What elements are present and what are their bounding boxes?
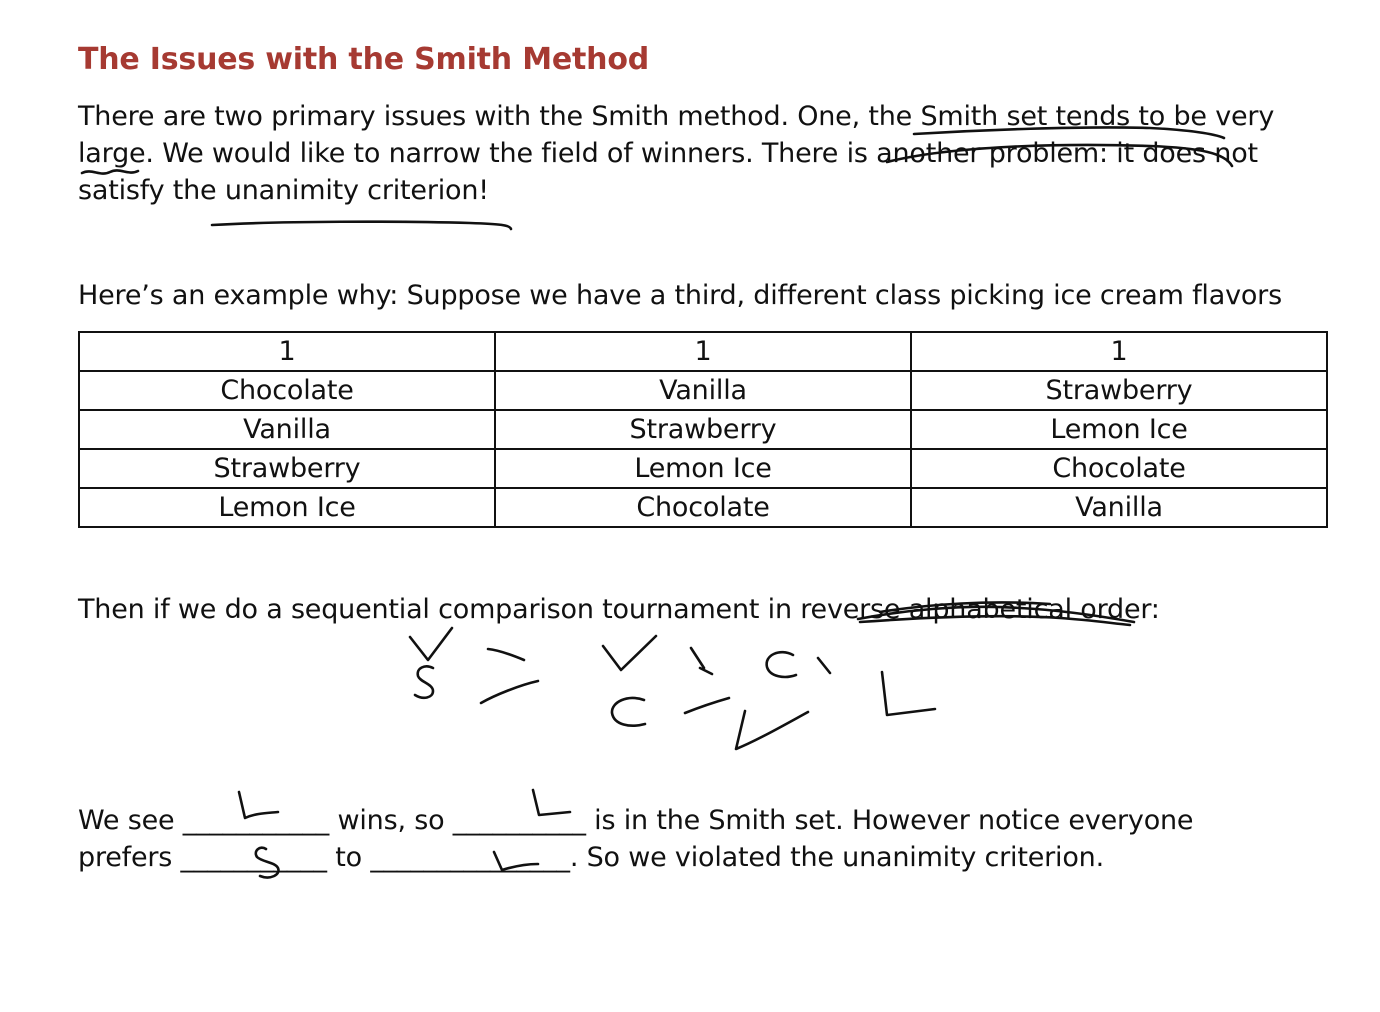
text-span: to: [326, 842, 371, 873]
handwritten-mark: [818, 658, 830, 673]
handwritten-C: [767, 652, 796, 677]
voter-count-cell: 1: [911, 332, 1327, 371]
table-cell: Strawberry: [911, 371, 1327, 410]
table-row: [79, 371, 1327, 410]
underline-unanimity: [212, 222, 511, 229]
text-span: wins, so: [329, 805, 453, 836]
table-cell: Chocolate: [495, 488, 911, 527]
table-cell: Vanilla: [495, 371, 911, 410]
intro-line-3: satisfy the unanimity criterion!: [78, 175, 489, 206]
handwritten-L: [736, 711, 808, 749]
handwritten-V: [410, 628, 452, 660]
handwritten-V-2: [603, 636, 656, 670]
handwritten-arrow: [685, 698, 729, 713]
text-span: . So we violated the unanimity criterion.: [569, 842, 1104, 873]
intro-line-1: There are two primary issues with the Smith method. One, the Smith set tends to be very: [78, 101, 1275, 132]
answer-blank-3: ___________: [180, 842, 327, 873]
tournament-paragraph: Then if we do a sequential comparison tournament in reverse alphabetical order:: [78, 594, 1160, 625]
answer-blank-2: __________: [452, 805, 586, 836]
table-cell: Vanilla: [79, 410, 495, 449]
text-span: We see: [78, 805, 183, 836]
handwritten-L-2: [882, 672, 935, 715]
preference-table: [78, 331, 1328, 528]
table-cell: Chocolate: [79, 371, 495, 410]
table-cell: Chocolate: [911, 449, 1327, 488]
table-header-row: [79, 332, 1327, 371]
handwritten-mark: [691, 648, 712, 674]
table-cell: Strawberry: [79, 449, 495, 488]
answer-blank-4: _______________: [370, 842, 570, 873]
handwritten-slash: [481, 681, 538, 703]
handwritten-S: [415, 666, 433, 697]
voter-count-cell: 1: [79, 332, 495, 371]
table-row: [79, 410, 1327, 449]
table-cell: Lemon Ice: [911, 410, 1327, 449]
intro-paragraph: [78, 98, 1274, 209]
conclusion-line-1: [78, 802, 1193, 839]
page-title: The Issues with the Smith Method: [78, 42, 649, 77]
table-cell: Strawberry: [495, 410, 911, 449]
voter-count-cell: 1: [495, 332, 911, 371]
example-paragraph: Here’s an example why: Suppose we have a third, different class picking ice cream flavors: [78, 280, 1282, 311]
table-row: [79, 488, 1327, 527]
intro-line-2: large. We would like to narrow the field of winners. There is another problem: it does not: [78, 138, 1258, 169]
text-span: prefers: [78, 842, 181, 873]
text-span: is in the Smith set. However notice everyone: [585, 805, 1194, 836]
handwritten-C-2: [612, 698, 645, 726]
table-cell: Lemon Ice: [79, 488, 495, 527]
conclusion-paragraph: [78, 802, 1193, 876]
table-row: [79, 449, 1327, 488]
handwritten-mark: [488, 649, 524, 660]
table-cell: Vanilla: [911, 488, 1327, 527]
answer-blank-1: ___________: [182, 805, 330, 836]
conclusion-line-2: [78, 839, 1193, 876]
table-cell: Lemon Ice: [495, 449, 911, 488]
